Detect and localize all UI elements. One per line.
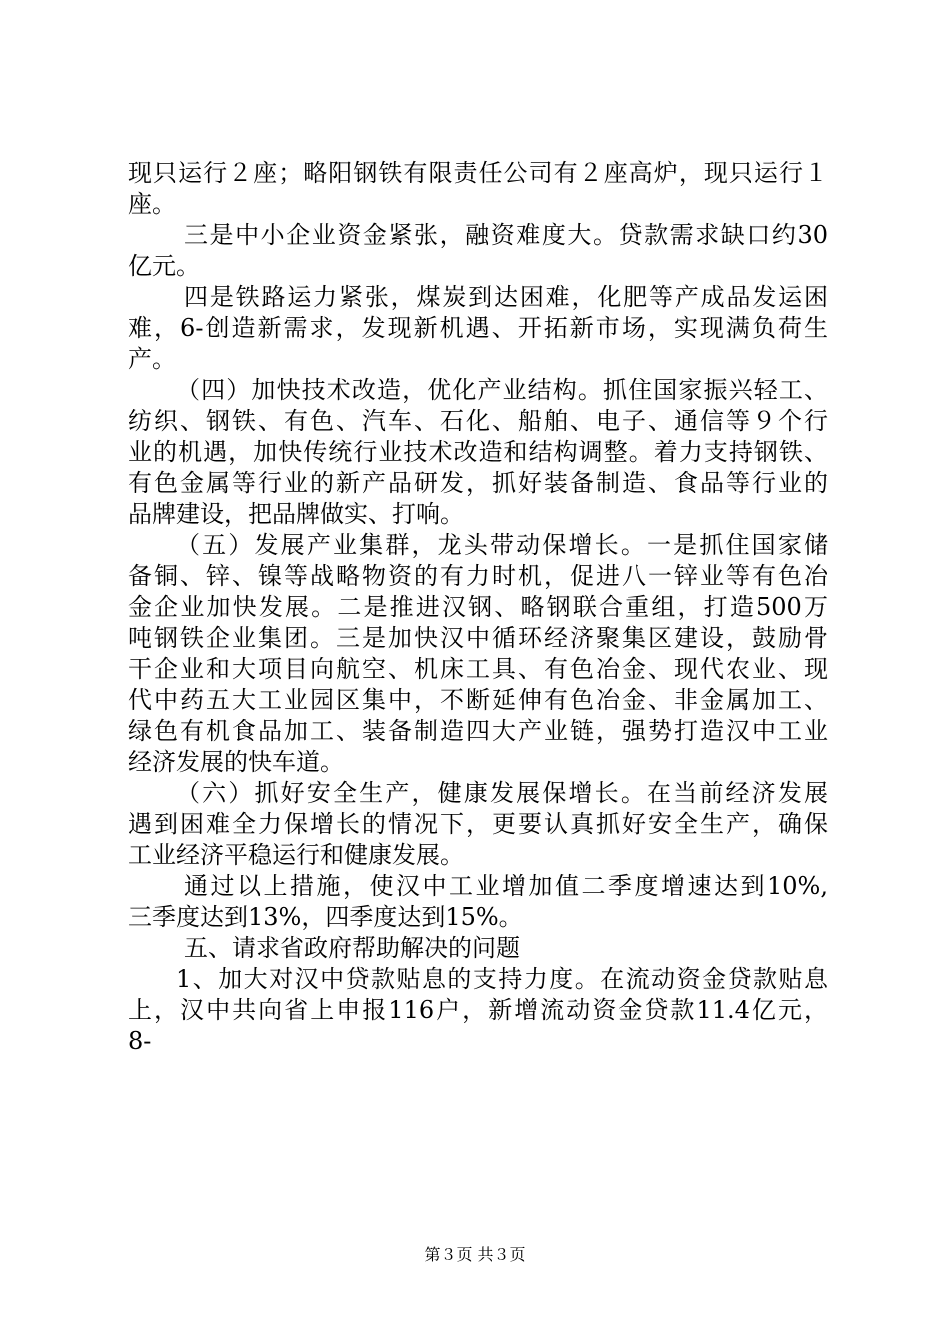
text-line: 吨钢铁企业集团。三是加快汉中循环经济聚集区建设，鼓励骨 xyxy=(128,624,828,652)
text-line: 五、请求省政府帮助解决的问题 xyxy=(184,934,520,962)
text-line: 纺织、钢铁、有色、汽车、石化、船舶、电子、通信等９个行 xyxy=(128,407,828,435)
page-number: 第３页 共３页 xyxy=(424,1245,526,1264)
text-line: 业的机遇，加快传统行业技术改造和结构调整。着力支持钢铁、 xyxy=(128,438,828,466)
page-footer xyxy=(0,1244,950,1266)
text-line: 备铜、锌、镍等战略物资的有力时机，促进八一锌业等有色冶 xyxy=(128,562,828,590)
text-line: 金企业加快发展。二是推进汉钢、略钢联合重组，打造500万 xyxy=(128,593,828,621)
text-line: 工业经济平稳运行和健康发展。 xyxy=(128,841,464,869)
text-line: 四是铁路运力紧张，煤炭到达困难，化肥等产成品发运困 xyxy=(184,283,828,311)
text-line: 座。 xyxy=(128,190,176,218)
text-line: 上，汉中共向省上申报116户，新增流动资金贷款11.4亿元， xyxy=(128,996,828,1024)
text-line: （四）加快技术改造，优化产业结构。抓住国家振兴轻工、 xyxy=(176,376,828,404)
text-line: 遇到困难全力保增长的情况下，更要认真抓好安全生产，确保 xyxy=(128,810,828,838)
text-line: 三是中小企业资金紧张，融资难度大。贷款需求缺口约30 xyxy=(184,221,828,249)
text-line: （六）抓好安全生产，健康发展保增长。在当前经济发展 xyxy=(176,779,828,807)
text-line: 干企业和大项目向航空、机床工具、有色冶金、现代农业、现 xyxy=(128,655,828,683)
text-line: 现只运行２座；略阳钢铁有限责任公司有２座高炉，现只运行１ xyxy=(128,159,828,187)
text-line: 8- xyxy=(128,1027,152,1055)
text-line: 通过以上措施，使汉中工业增加值二季度增速达到10%, xyxy=(184,872,828,900)
text-line: 品牌建设，把品牌做实、打响。 xyxy=(128,500,464,528)
text-line: 难，6-创造新需求，发现新机遇、开拓新市场，实现满负荷生 xyxy=(128,314,828,342)
text-line: 三季度达到13%，四季度达到15%。 xyxy=(128,903,523,931)
text-line: 亿元。 xyxy=(128,252,200,280)
text-line: 经济发展的快车道。 xyxy=(128,748,344,776)
text-line: 产。 xyxy=(128,345,176,373)
document-body xyxy=(128,158,828,1057)
text-line: 代中药五大工业园区集中，不断延伸有色冶金、非金属加工、 xyxy=(128,686,828,714)
text-line: （五）发展产业集群，龙头带动保增长。一是抓住国家储 xyxy=(176,531,828,559)
text-line: 绿色有机食品加工、装备制造四大产业链，强势打造汉中工业 xyxy=(128,717,828,745)
text-line: 有色金属等行业的新产品研发，抓好装备制造、食品等行业的 xyxy=(128,469,828,497)
text-line: 1、加大对汉中贷款贴息的支持力度。在流动资金贷款贴息 xyxy=(176,965,828,993)
